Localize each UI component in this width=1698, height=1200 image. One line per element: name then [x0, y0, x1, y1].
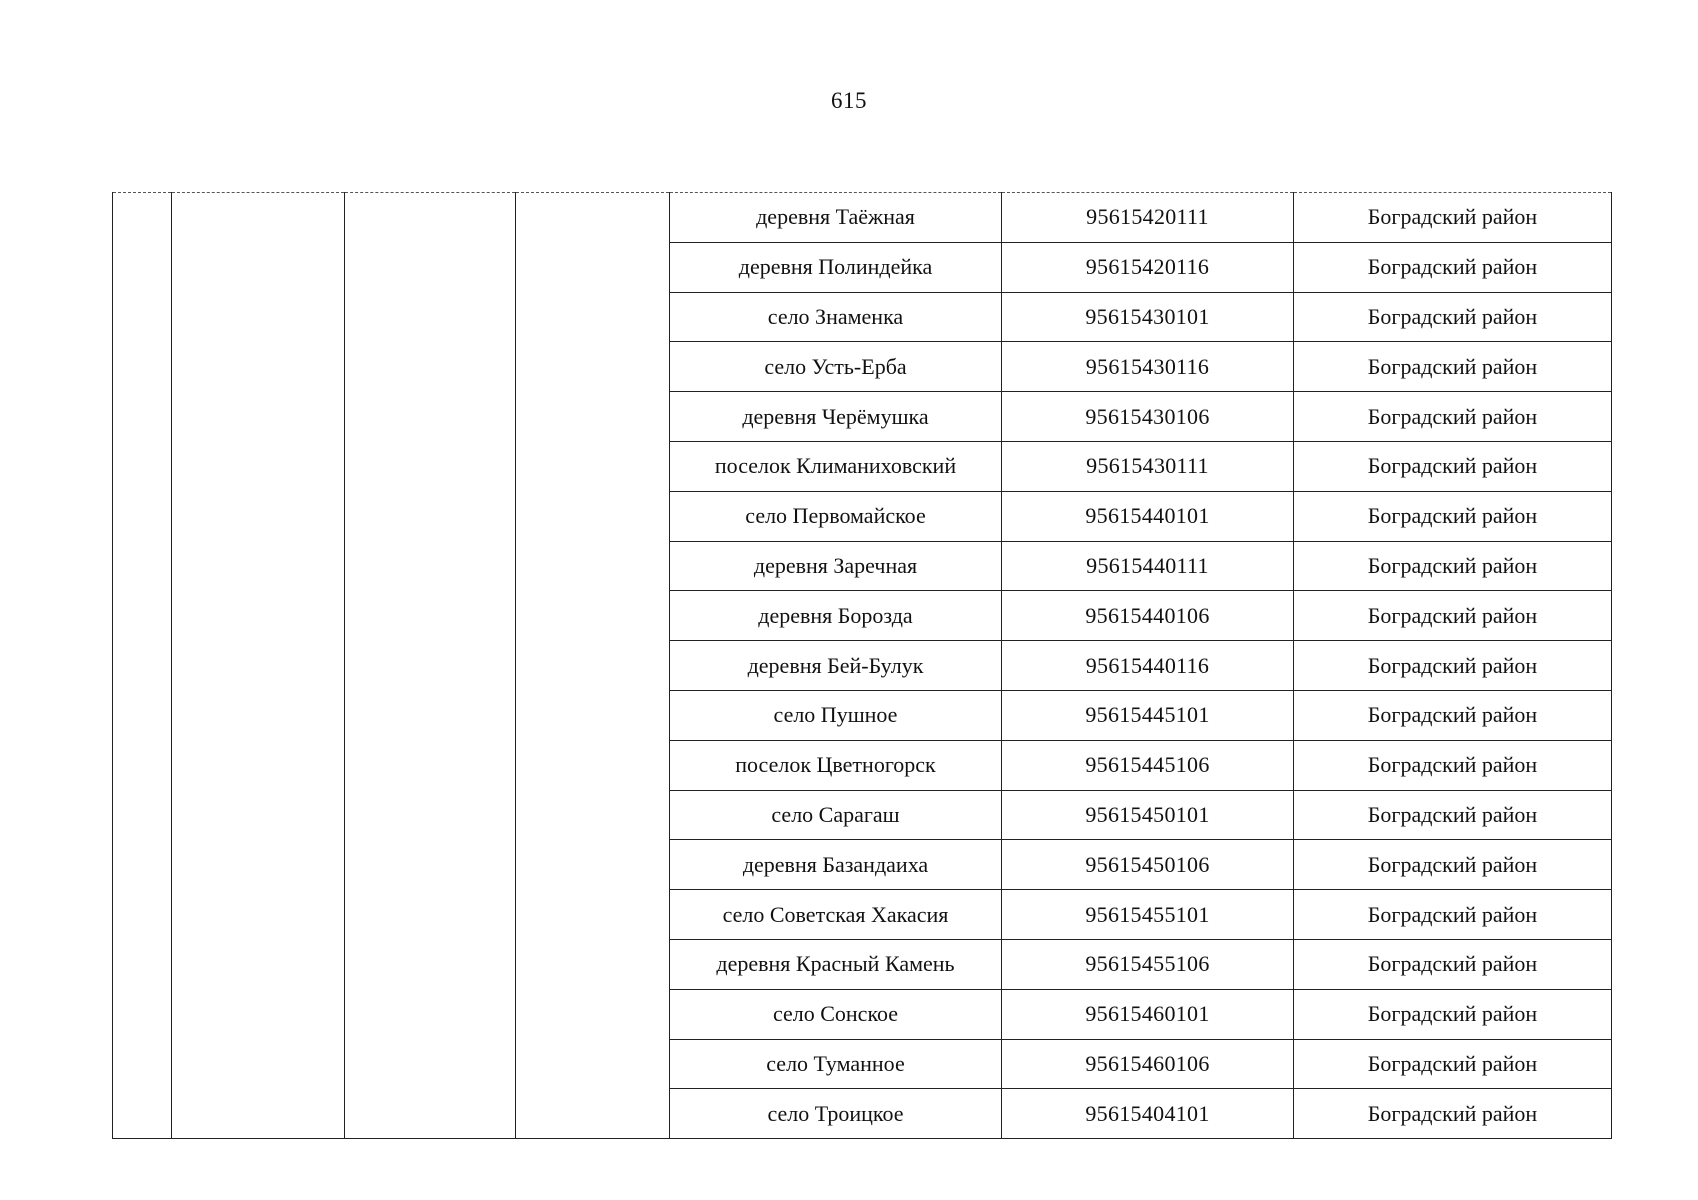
settlement-name: село Усть-Ерба: [670, 342, 1002, 392]
oktmo-code: 95615430116: [1002, 342, 1294, 392]
blank-col-3: [345, 193, 516, 1139]
district-name: Боградский район: [1294, 193, 1612, 243]
district-name: Боградский район: [1294, 1039, 1612, 1089]
oktmo-code: 95615430111: [1002, 441, 1294, 491]
district-name: Боградский район: [1294, 641, 1612, 691]
oktmo-code: 95615440106: [1002, 591, 1294, 641]
settlement-name: поселок Климаниховский: [670, 441, 1002, 491]
oktmo-code: 95615445106: [1002, 740, 1294, 790]
table-body: [113, 193, 1612, 1139]
settlement-name: деревня Заречная: [670, 541, 1002, 591]
oktmo-code: 95615455106: [1002, 939, 1294, 989]
district-name: Боградский район: [1294, 242, 1612, 292]
district-name: Боградский район: [1294, 441, 1612, 491]
settlement-name: село Сонское: [670, 989, 1002, 1039]
district-name: Боградский район: [1294, 890, 1612, 940]
oktmo-code: 95615404101: [1002, 1089, 1294, 1139]
district-name: Боградский район: [1294, 740, 1612, 790]
district-name: Боградский район: [1294, 292, 1612, 342]
oktmo-code: 95615440111: [1002, 541, 1294, 591]
oktmo-code: 95615445101: [1002, 690, 1294, 740]
oktmo-code: 95615430106: [1002, 392, 1294, 442]
blank-col-4: [516, 193, 670, 1139]
district-name: Боградский район: [1294, 840, 1612, 890]
district-name: Боградский район: [1294, 790, 1612, 840]
district-name: Боградский район: [1294, 491, 1612, 541]
table-row: [113, 193, 1612, 243]
settlement-name: деревня Красный Камень: [670, 939, 1002, 989]
district-name: Боградский район: [1294, 392, 1612, 442]
oktmo-code: 95615430101: [1002, 292, 1294, 342]
district-name: Боградский район: [1294, 342, 1612, 392]
settlement-name: село Советская Хакасия: [670, 890, 1002, 940]
district-name: Боградский район: [1294, 690, 1612, 740]
settlement-name: деревня Таёжная: [670, 193, 1002, 243]
oktmo-code: 95615460101: [1002, 989, 1294, 1039]
settlement-name: село Пушное: [670, 690, 1002, 740]
district-name: Боградский район: [1294, 989, 1612, 1039]
settlement-name: село Туманное: [670, 1039, 1002, 1089]
settlement-name: деревня Полиндейка: [670, 242, 1002, 292]
district-name: Боградский район: [1294, 1089, 1612, 1139]
oktmo-code: 95615455101: [1002, 890, 1294, 940]
oktmo-code: 95615450101: [1002, 790, 1294, 840]
blank-col-2: [172, 193, 345, 1139]
settlement-name: село Троицкое: [670, 1089, 1002, 1139]
oktmo-code: 95615420116: [1002, 242, 1294, 292]
settlement-name: село Сарагаш: [670, 790, 1002, 840]
settlement-name: село Первомайское: [670, 491, 1002, 541]
settlement-name: деревня Борозда: [670, 591, 1002, 641]
settlement-name: поселок Цветногорск: [670, 740, 1002, 790]
district-name: Боградский район: [1294, 591, 1612, 641]
district-name: Боградский район: [1294, 939, 1612, 989]
oktmo-code: 95615440101: [1002, 491, 1294, 541]
oktmo-code: 95615450106: [1002, 840, 1294, 890]
district-name: Боградский район: [1294, 541, 1612, 591]
page-number: 615: [831, 88, 867, 113]
settlements-table: [112, 192, 1612, 1139]
settlement-name: деревня Бей-Булук: [670, 641, 1002, 691]
oktmo-code: 95615460106: [1002, 1039, 1294, 1089]
oktmo-code: 95615420111: [1002, 193, 1294, 243]
settlement-name: село Знаменка: [670, 292, 1002, 342]
blank-col-1: [113, 193, 172, 1139]
oktmo-code: 95615440116: [1002, 641, 1294, 691]
settlement-name: деревня Черёмушка: [670, 392, 1002, 442]
settlement-name: деревня Базандаиха: [670, 840, 1002, 890]
